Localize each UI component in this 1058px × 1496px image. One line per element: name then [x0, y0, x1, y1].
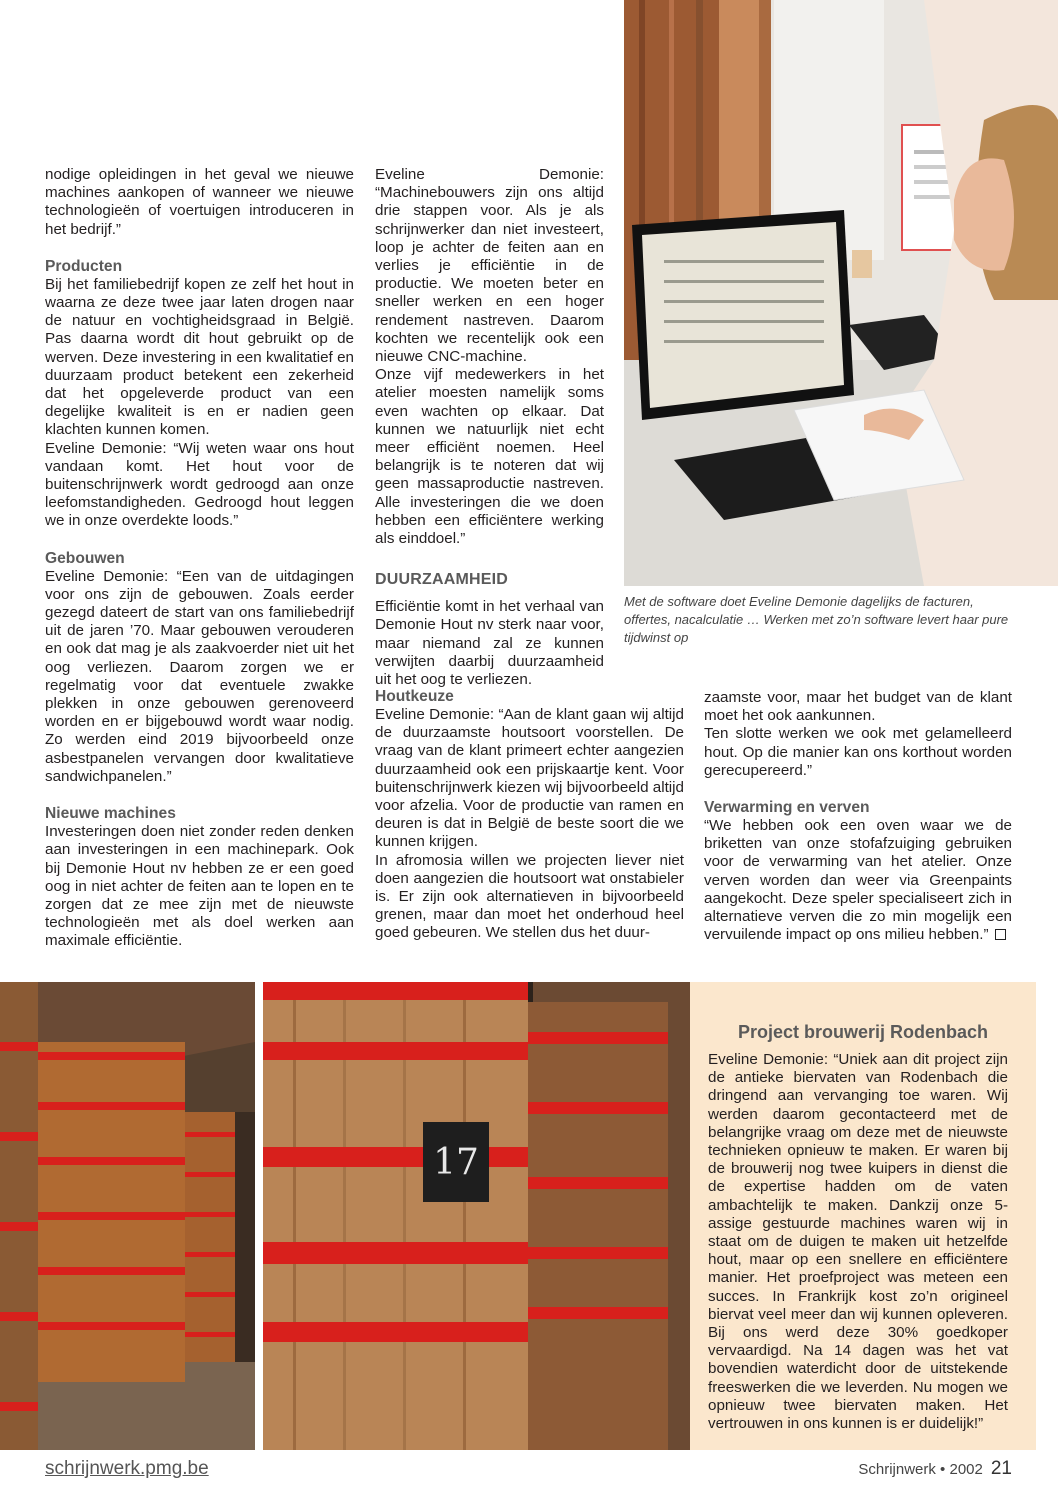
barrel-number: 17	[433, 1142, 479, 1183]
duurzaamheid-paragraph: Efficiëntie komt in het verhaal van Demonie Hout nv sterk naar voor, maar niemand zal ze kunnen verwijten daarbij duurzaamheid uit het oog te verliezen.	[375, 598, 604, 689]
intro-paragraph: nodige opleidingen in het geval we nieuwe machines aankopen of wanneer we nieuwe technologieën of voertuigen introduceren in het bedrijf.”	[45, 166, 354, 238]
end-mark-icon	[995, 929, 1006, 940]
issue-label: Schrijnwerk • 2002	[858, 1461, 983, 1478]
gebouwen-paragraph: Eveline Demonie: “Een van de uitdagingen voor ons zijn de gebouwen. Zoals eerder gezegd dateert de start van ons familiebedrijf uit de jaren ’70. Maar gebouwen verouderen en ook dat mag je als zaakvoerder niet uit het oog verliezen. Daarom zorgen we er regelmatig voor dat eventuele zwakke plekken in onze gebouwen gerenoveerd worden en er bijgebouwd wordt waar nodig. Zo werden eind 2019 bijvoorbeeld onze asbestpanelen vervangen door kwalitatieve sandwichpanelen.”	[45, 567, 354, 785]
footer-issue	[858, 1458, 1012, 1480]
office-photo	[624, 0, 1058, 586]
photo-caption: Met de software doet Eveline Demonie dagelijks de facturen, offertes, nacalculatie … Werken met zo’n software levert haar pure tijdwinst op	[624, 594, 1009, 645]
producten-heading: Producten	[45, 257, 123, 275]
producten-paragraph-2: Eveline Demonie: “Wij weten waar ons hout vandaan komt. Het hout voor de buitenschrijnwerk wordt gedroogd aan onze leefomstandigheden. Gedroogd hout leggen we in onze overdekte loods.”	[45, 439, 354, 530]
machines-paragraph: Investeringen doen niet zonder reden denken aan investeringen in een machinepark. Ook bij Demonie Hout nv hebben ze er een goed oog in niet achter de feiten aan te lopen en te zorgen dat ze mee zijn met de nieuwste technologieën met als doel werken aan maximale efficiëntie.	[45, 823, 354, 950]
col3-paragraph-2: Ten slotte werken we ook met gelamelleerd hout. Op die manier kan ons korthout worden gerecupereerd.”	[704, 725, 1012, 779]
machines-heading: Nieuwe machines	[45, 805, 176, 823]
col2-paragraph-1: Eveline Demonie: “Machinebouwers zijn ons altijd drie stappen voor. Als je als schrijnwerker dan niet investeert, loop je achter de feiten aan en verlies je efficiëntie in de productie. We moeten beter en sneller werken en een hoger rendement nastreven. Daarom kochten we recentelijk ook een nieuwe CNC-machine.	[375, 166, 604, 366]
houtkeuze-paragraph-2: In afromosia willen we projecten liever niet doen aangezien die houtsoort wat onstabieler is. Er zijn ook alternatieven in bijvoorbeeld grenen, maar dan moet het onderhoud heel goed gebeuren. We stellen dus het duur-	[375, 851, 684, 942]
houtkeuze-paragraph-1: Eveline Demonie: “Aan de klant gaan wij altijd de duurzaamste houtsoort voorstellen. De vraag van de klant primeert echter aangezien duurzaamheid ook een prijskaartje kent. Voor buitenschrijnwerk kiezen wij bijvoorbeeld altijd voor afzelia. Voor de productie van ramen en deuren is dat in België de beste soort die we kunnen krijgen.	[375, 706, 684, 851]
duurzaamheid-heading: DUURZAAMHEID	[375, 571, 509, 589]
houtkeuze-heading: Houtkeuze	[375, 688, 454, 705]
website-link[interactable]: schrijnwerk.pmg.be	[45, 1458, 209, 1479]
column-1	[45, 166, 354, 951]
sidebar-text: Eveline Demonie: “Uniek aan dit project zijn de antieke biervaten van Rodenbach die dringend aan vervanging toe waren. Wij werden daarom gecontacteerd met de belangrijke vraag om deze met de nieuwste technieken opnieuw te maken. Er waren bij de brouwerij nog twee kuipers in dienst die de expertise hadden om de vaten ambachtelijk te maken. Dankzij onze 5-assige gestuurde machines waren wij in staat om de duigen te maken uit hetzelfde hout, maar op een snellere en efficiëntere manier. Het proefproject was meteen een succes. In Frankrijk kost zo’n origineel biervat veel meer dan wij kunnen opleveren. Bij ons werd deze 30% goedkoper vervaardigd. Na 14 dagen was het vat bovendien waterdicht door de uitstekende freeswerken die we leverden. Nu mogen we opnieuw twee biervaten maken. Het vertrouwen in ons kunnen is er duidelijk!”	[708, 1051, 1008, 1433]
column-2	[375, 166, 604, 689]
producten-paragraph-1: Bij het familiebedrijf kopen ze zelf het hout in waarna ze deze twee jaar laten drogen naar de natuur en vochtigheidsgraad in België. Pas daarna wordt dit hout gebruikt op de werven. Deze investering in een kwalitatief en duurzaam product betekent een zekerheid dat het opgeleverde product van een degelijke kwaliteit is en er nadien geen klachten kunnen komen.	[45, 275, 354, 439]
column-3	[704, 689, 1012, 944]
sidebar-title: Project brouwerij Rodenbach	[737, 1022, 989, 1042]
barrel-hall-photo	[0, 982, 255, 1450]
col3-paragraph-1: zaamste voor, maar het budget van de klant moet het ook aankunnen.	[704, 689, 1012, 725]
gebouwen-heading: Gebouwen	[45, 549, 125, 567]
verwarming-heading: Verwarming en verven	[704, 799, 870, 817]
col2-paragraph-2: Onze vijf medewerkers in het atelier moesten namelijk soms even wachten op elkaar. Dat kunnen we natuurlijk niet echt meer efficiënt noemen. Heel belangrijk is te noteren dat wij geen massaproductie nastreven. Alle investeringen die we doen hebben een efficiëntere werking als einddoel.”	[375, 366, 604, 548]
column-2-lower	[375, 687, 684, 943]
verwarming-paragraph: “We hebben ook een oven waar we de briketten van onze stofafzuiging gebruiken voor de verwarming van het atelier. Onze verven worden dan weer via Greenpaints aangekocht. Deze speler specialiseert zich in alternatieve verven die zo min mogelijk een vervuilende impact op ons milieu hebben.”	[704, 817, 1012, 944]
sidebar-box	[690, 982, 1036, 1450]
barrel-closeup-photo	[263, 982, 690, 1450]
page-number: 21	[990, 1458, 1012, 1479]
